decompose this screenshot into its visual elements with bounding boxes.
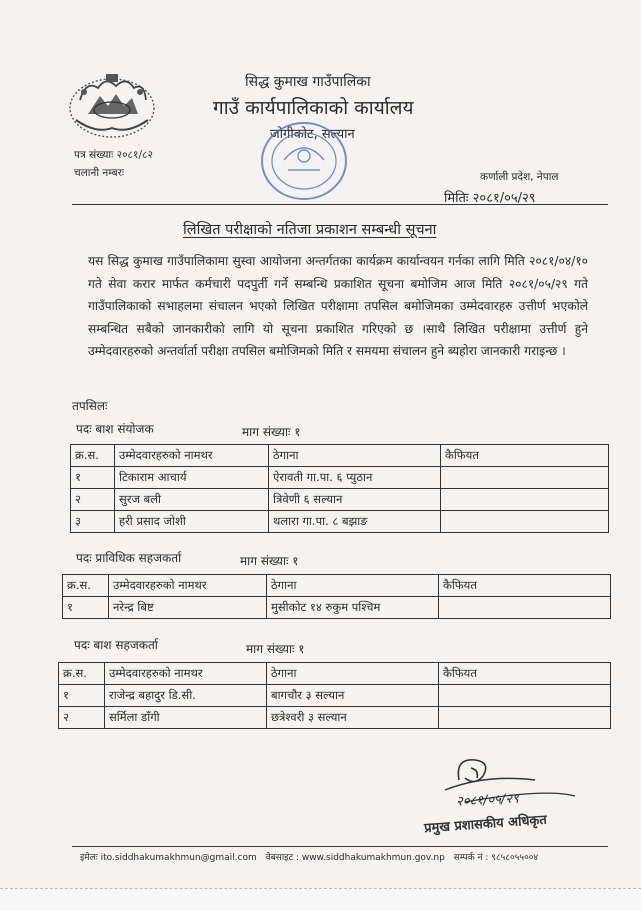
details-label: तपसिलः [72,399,108,413]
cell-name: सर्मिला डाँगी [105,707,267,729]
cell-sn: १ [59,685,105,707]
cell-address: ऐरावती गा.पा. ६ प्युठान [269,467,441,489]
cell-name: सुरज बली [115,489,269,511]
post-title: पदः बाश सहजकर्ता [74,638,158,652]
table-row [71,511,609,533]
dispatch-number: चलानी नम्बरः [74,167,125,179]
table-header-row [63,575,611,597]
cell-address: त्रिवेणी ६ सल्यान [269,489,441,511]
cell-name: हरी प्रसाद जोशी [115,511,269,533]
footer-phone: सम्पर्क नं : ९८५८०५५००४ [453,853,539,863]
scan-edge [0,888,641,911]
header-address: ठेगाना [267,663,439,685]
demand-count: माग संख्याः १ [242,425,301,439]
footer-website: वेबसाइट : www.siddhakumakhmun.gov.np [265,853,445,863]
cell-sn: ३ [71,511,115,533]
header-address: ठेगाना [269,445,441,467]
cell-address: थलारा गा.पा. ८ बझाङ [269,511,441,533]
notice-body-text: यस सिद्ध कुमाख गाउँपालिकामा सुस्वा आयोजना अन्तर्गतका कार्यक्रम कार्यान्वयन गर्नका लागि मिति २०८१/०४/१० गते सेवा करार मार्फत कर्मचारी पदपुर्ती गर्ने सम्बन्धि प्रकाशित सूचना बमोजिम आज मिति २०८१/०५/२९ गते गाउँपालिकाको सभाहलमा संचालन भएको लिखित परीक्षामा तपसिल बमोजिमका उम्मेदवारहरु उत्तीर्ण भएकोले सम्बन्धित सबैको जानकारीको लागि यो सूचना प्रकाशित गरिएको छ ।साथै लिखित परीक्षामा उत्तीर्ण हुने उम्मेदवारहरुको अन्तर्वार्ता परीक्षा तपसिल बमोजिमको मिति र समयमा संचालन हुने ब्यहोरा जानकारी गराइन्छ । [88,254,588,358]
header-name: उम्मेदवारहरुको नामथर [105,663,267,685]
table-row [71,489,609,511]
municipality-name: सिद्ध कुमाख गाउँपालिका [245,74,371,90]
header-divider [72,204,608,205]
reference-number: पत्र संख्याः २०८१/८२ [74,149,153,161]
signature-date: २०८१/०५/२९ [455,791,520,810]
cell-name: राजेन्द्र बहादुर डि.सी. [105,685,267,707]
cell-sn: २ [71,489,115,511]
demand-count: माग संख्याः १ [246,642,305,656]
cell-address: छत्रेश्वरी ३ सल्यान [267,707,439,729]
signer-title: प्रमुख प्रशासकीय अधिकृत [423,812,548,837]
cell-sn: १ [63,597,109,619]
header-remarks: कैफियत [439,575,611,597]
table-row [63,597,611,619]
office-name: गाउँ कार्यपालिकाको कार्यालय [213,97,414,119]
cell-sn: २ [59,707,105,729]
results-table [62,574,611,619]
cell-remarks [441,489,609,511]
table-row [59,707,611,729]
header-sn: क्र.स. [59,663,105,685]
footer [80,850,610,863]
cell-remarks [439,707,611,729]
notice-title: लिखित परीक्षाको नतिजा प्रकाशन सम्बन्धी सूचना [183,222,437,238]
footer-email: इमेलः ito.siddhakumakhmun@gmail.com [80,853,257,863]
table-header-row [71,445,609,467]
issue-date: मितिः २०८१/०५/२९ [444,191,536,206]
header-name: उम्मेदवारहरुको नामथर [109,575,267,597]
cell-remarks [439,685,611,707]
cell-remarks [439,597,611,619]
post-title: पदः बाश संयोजक [76,422,154,436]
cell-address: बागचौर ३ सल्यान [267,685,439,707]
results-table [70,444,609,533]
office-stamp-icon [258,118,350,204]
cell-address: मुसीकोट १४ रुकुम पश्चिम [267,597,439,619]
cell-remarks [441,511,609,533]
cell-name: नरेन्द्र बिष्ट [109,597,267,619]
header-sn: क्र.स. [71,445,115,467]
table-row [59,685,611,707]
demand-count: माग संख्याः १ [240,554,299,568]
cell-name: टिकाराम आचार्य [115,467,269,489]
table-header-row [59,663,611,685]
cell-remarks [441,467,609,489]
header-sn: क्र.स. [63,575,109,597]
results-table [58,662,611,729]
cell-sn: १ [71,467,115,489]
table-row [71,467,609,489]
header-remarks: कैफियत [439,663,611,685]
header-name: उम्मेदवारहरुको नामथर [115,445,269,467]
footer-divider [72,846,608,847]
header-address: ठेगाना [267,575,439,597]
office-location: जोगीकोट, सल्यान [270,127,355,142]
nepal-emblem-icon [66,70,158,140]
notice-body [88,250,588,363]
province-label: कर्णाली प्रदेश, नेपाल [480,171,559,183]
post-title: पदः प्राविधिक सहजकर्ता [76,551,182,565]
header-remarks: कैफियत [441,445,609,467]
